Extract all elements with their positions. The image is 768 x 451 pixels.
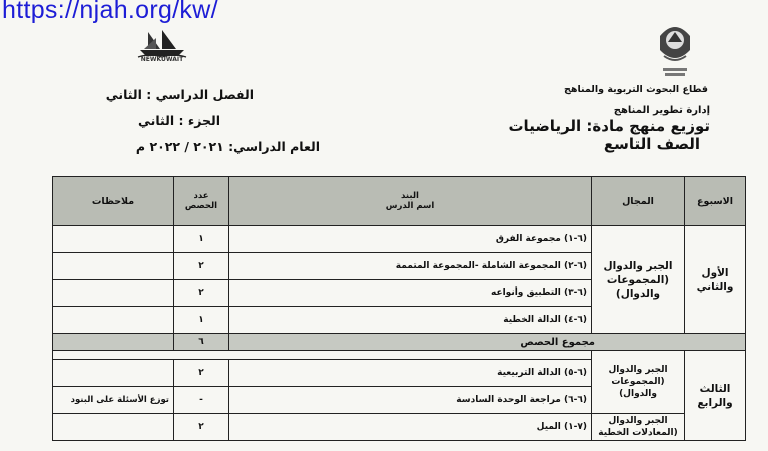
count-cell: ٢ [174, 414, 229, 441]
ship-icon [136, 28, 188, 58]
year-label: العام الدراسي: ٢٠٢١ / ٢٠٢٢ م [135, 139, 320, 154]
notes-cell [53, 280, 174, 307]
col-count-line2: الحصص [184, 201, 218, 211]
lesson-cell: (٦-١) مجموعة الفرق [229, 226, 592, 253]
notes-cell [53, 307, 174, 334]
total-row [53, 334, 746, 351]
dept-name: إدارة تطوير المناهج [613, 105, 710, 116]
notes-cell [53, 226, 174, 253]
week-cell: الثالث والرابع [685, 351, 746, 441]
lesson-cell: (٦-٥) الدالة التربيعية [229, 360, 592, 387]
lesson-cell: (٦-٤) الدالة الخطية [229, 307, 592, 334]
field-cell: الجبر والدوال (المجموعات والدوال) [592, 351, 685, 414]
count-cell: - [174, 387, 229, 414]
col-week: الاسبوع [685, 177, 746, 226]
emblem-icon [654, 16, 696, 78]
col-lesson [229, 177, 592, 226]
count-cell: ١ [174, 307, 229, 334]
table-header-row [53, 177, 746, 226]
col-count-line1: عدد [193, 191, 209, 201]
source-url[interactable]: https://njah.org/kw/ [2, 0, 218, 24]
notes-cell: توزع الأسئلة على البنود [53, 387, 174, 414]
col-field: المجال [592, 177, 685, 226]
curriculum-table [52, 176, 746, 441]
grade-label: الصف التاسع [603, 135, 700, 153]
week-cell: الأول والثاني [685, 226, 746, 334]
lesson-cell: (٦-٣) التطبيق وأنواعه [229, 280, 592, 307]
col-lesson-label: اسم الدرس [385, 201, 435, 211]
table-row [53, 226, 746, 253]
col-notes: ملاحظات [53, 177, 174, 226]
ministry-block [564, 84, 708, 96]
notes-cell [53, 414, 174, 441]
ministry-emblem [654, 16, 696, 78]
header-right [508, 104, 710, 154]
col-count [174, 177, 229, 226]
total-value: ٦ [174, 334, 229, 351]
semester-label: الفصل الدراسي : الثاني [105, 87, 254, 102]
empty-cell [53, 351, 592, 360]
count-cell: ٢ [174, 253, 229, 280]
notes-cell [53, 253, 174, 280]
lesson-cell: (٧-١) الميل [229, 414, 592, 441]
total-label: مجموع الحصص [229, 334, 746, 351]
total-notes [53, 334, 174, 351]
part-label: الجزء : الثاني [138, 113, 220, 128]
lesson-cell: (٦-٢) المجموعة الشاملة -المجموعة المتممة [229, 253, 592, 280]
ministry-line: قطاع البحوث التربوية والمناهج [564, 84, 708, 95]
spacer-row [53, 351, 746, 360]
plan-title: توزيع منهج مادة: الرياضيات [508, 117, 710, 135]
lesson-cell: (٦-٦) مراجعة الوحدة السادسة [229, 387, 592, 414]
newkuwait-logo [136, 28, 188, 70]
count-cell: ١ [174, 226, 229, 253]
col-item-label: البند [401, 191, 419, 201]
count-cell: ٢ [174, 280, 229, 307]
field-cell: الجبر والدوال (المعادلات الخطية [592, 414, 685, 441]
count-cell: ٢ [174, 360, 229, 387]
table-row [53, 414, 746, 441]
logo-caption: NEWKUWAIT [140, 56, 184, 63]
header-left [100, 82, 320, 160]
field-cell: الجبر والدوال (المجموعات والدوال) [592, 226, 685, 334]
notes-cell [53, 360, 174, 387]
